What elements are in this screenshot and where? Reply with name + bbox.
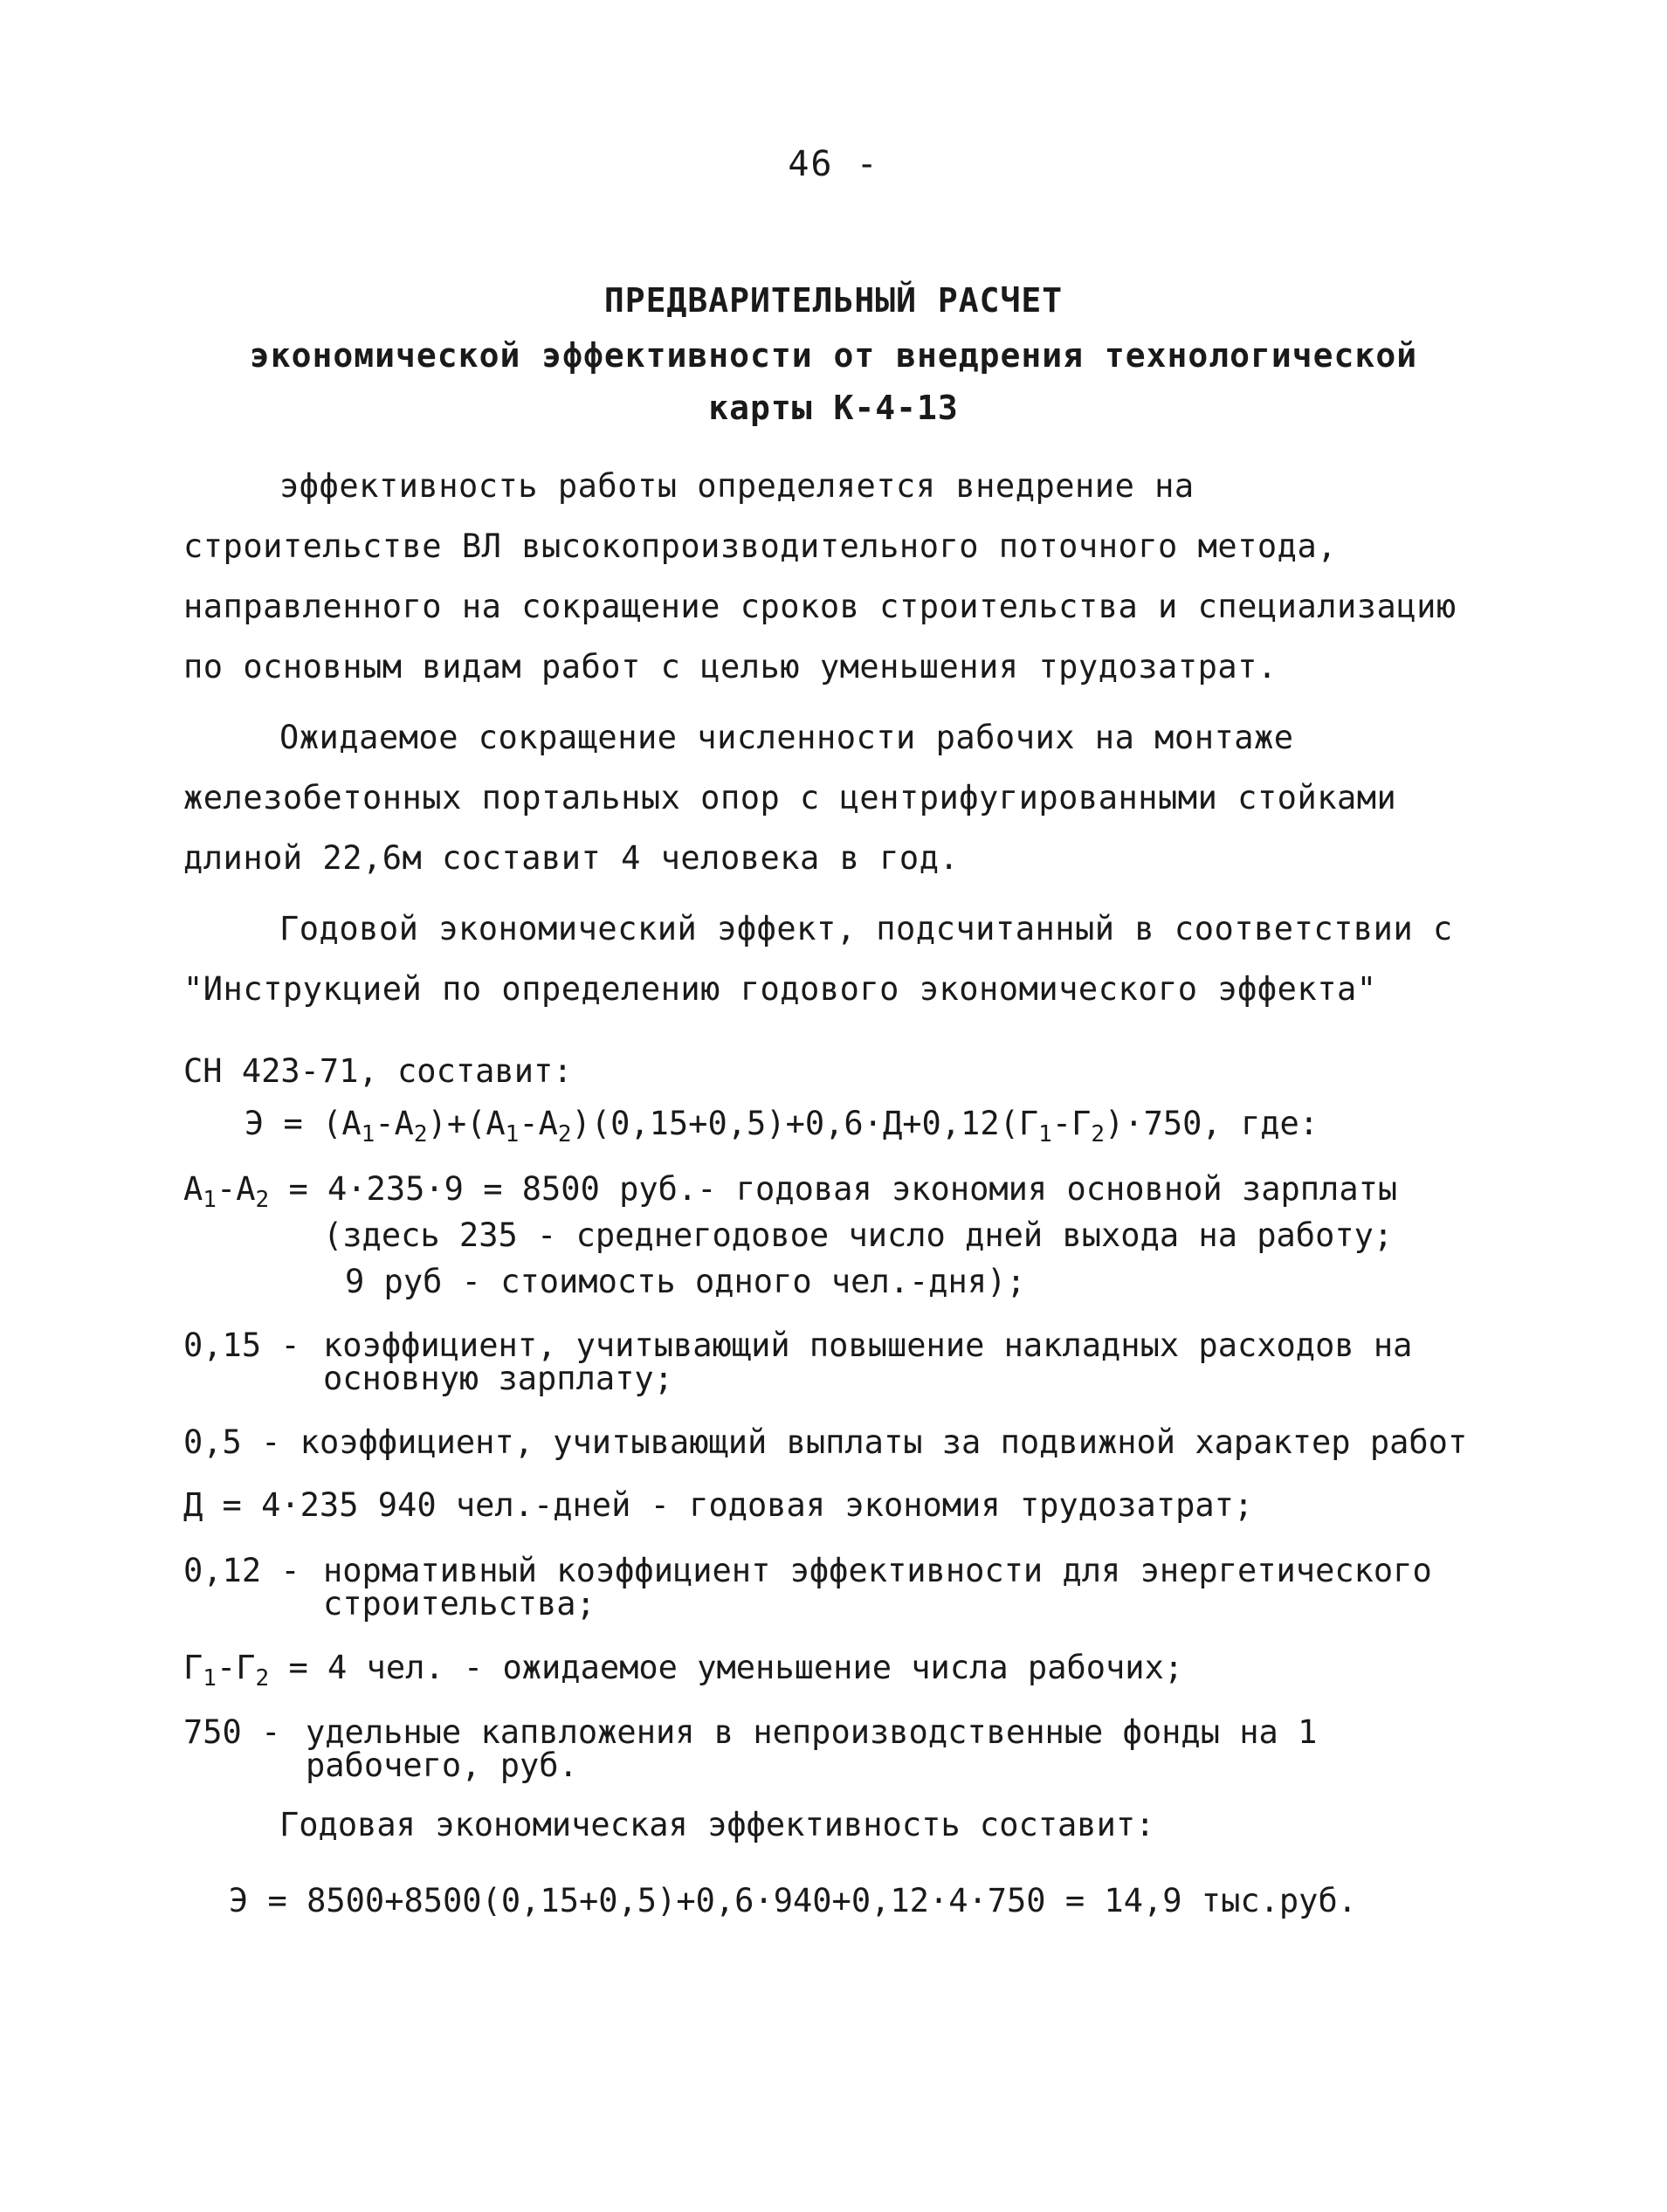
main-formula: $Э = (А_1-А_2)+(А_1-А_2)(0,15+0,5)+0,6\cdot Д+0,12(Г_1-Г_2)\cdot 750$, где: [245,1105,1319,1147]
paragraph-2: Ожидаемое сокращение численности рабочих на монтаже железобетонных портальных опор с центрифугированными стойками длиной 22,6м составит 4 человека в год. [183,719,1397,877]
def-a-line-1: $А_1-А_2 = 4\cdot 235\cdot 9 = 8500$ руб.- годовая экономия основной зарплаты [183,1170,1398,1213]
result-formula: Э = 8500+8500(0,15+0,5)+0,6·940+0,12·4·750 = 14,9 тыс.руб. [229,1882,1358,1919]
def-g: $Г_1-Г_2 = 4$ чел. - ожидаемое уменьшение числа рабочих; [183,1649,1184,1692]
def-text: нормативный коэффициент эффективности для энергетического строительства; [323,1552,1432,1623]
title-line-3: карты К-4-13 [708,389,959,427]
page-number: 46 - [788,144,879,184]
def-coef-012 [183,1554,1458,1633]
def-term: 0,15 - [183,1327,300,1364]
def-text: удельные капвложения в непроизводственные фонды на 1 рабочего, руб. [306,1713,1318,1784]
title-line-1: ПРЕДВАРИТЕЛЬНЫЙ РАСЧЕТ [603,281,1064,320]
def-term: 750 - [183,1713,281,1751]
def-coef-015 [183,1329,1458,1408]
body-text [183,456,1458,1019]
def-d: Д = 4·235 940 чел.-дней - годовая экономия трудозатрат; [183,1486,1254,1524]
paragraph-1: эффективность работы определяется внедрение на строительстве ВЛ высокопроизводительного поточного метода, направленного на сокращение сроков строительства и специализацию по основным видам работ с целью уменьшения трудозатрат. [183,467,1457,686]
paragraph-3: Годовой экономический эффект, подсчитанный в соответствии с "Инструкцией по определению годового экономического эффекта" [183,910,1453,1008]
def-a-line-3: 9 руб - стоимость одного чел.-дня); [345,1263,1026,1300]
def-text: коэффициент, учитывающий повышение накладных расходов на основную зарплату; [323,1327,1413,1397]
title-line-2: экономической эффективности от внедрения технологической [249,336,1418,375]
sn-line: СН 423-71, составит: [183,1052,573,1090]
def-term: 0,12 - [183,1552,300,1589]
def-750 [183,1713,1458,1795]
def-a-line-2: (здесь 235 - среднегодовое число дней выхода на работу; [323,1216,1394,1254]
def-coef-05: 0,5 - коэффициент, учитывающий выплаты за подвижной характер работ [183,1423,1468,1461]
conclusion-text: Годовая экономическая эффективность составит: [279,1806,1155,1843]
